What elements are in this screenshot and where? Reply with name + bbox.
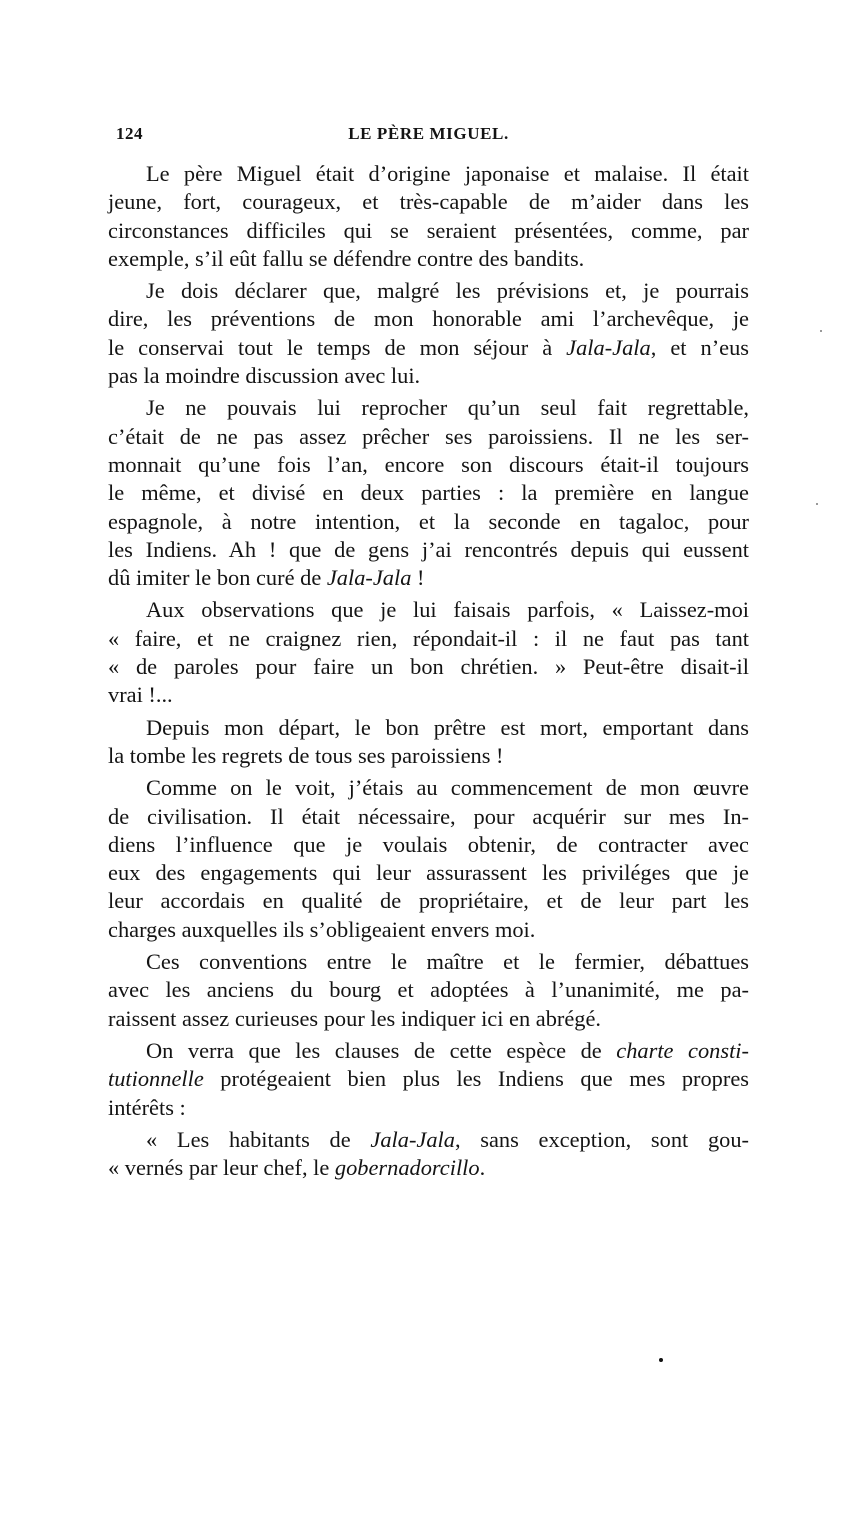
text-line: intérêts :: [108, 1094, 186, 1120]
text-line: charges auxquelles ils s’obligeaient envers moi.: [108, 916, 536, 942]
text-line: « Les habitants de Jala-Jala, sans exception, sont gou-: [146, 1126, 749, 1152]
text-line: le conservai tout le temps de mon séjour à Jala-Jala, et n’eus: [108, 334, 750, 360]
paragraph: [108, 1126, 749, 1183]
text-line: tutionnelle protégeaient bien plus les Indiens que mes propres: [108, 1066, 749, 1092]
italic-text: Jala-Jala: [566, 334, 651, 360]
paragraph: [108, 948, 749, 1033]
text-line: c’était de ne pas assez prêcher ses paroissiens. Il ne les ser-: [108, 423, 749, 449]
text-line: monnait qu’une fois l’an, encore son discours était-il toujours: [108, 451, 749, 477]
paragraph: [108, 596, 749, 709]
text-line: espagnole, à notre intention, et la seconde en tagaloc, pour: [108, 508, 749, 534]
running-title: LE PÈRE MIGUEL.: [348, 124, 509, 143]
italic-text: tutionnelle: [108, 1066, 204, 1092]
page-number: 124: [116, 124, 143, 143]
paragraph: [108, 160, 749, 273]
italic-text: Jala-Jala: [370, 1126, 455, 1152]
text-line: Le père Miguel était d’origine japonaise et malaise. Il était: [146, 161, 749, 186]
paragraph: [108, 774, 749, 944]
text-line: avec les anciens du bourg et adoptées à l’unanimité, me pa-: [108, 977, 749, 1003]
text-line: Depuis mon départ, le bon prêtre est mort, emportant dans: [146, 714, 749, 740]
text-line: Je ne pouvais lui reprocher qu’un seul fait regrettable,: [146, 395, 749, 421]
text-line: diens l’influence que je voulais obtenir, de contracter avec: [108, 831, 749, 857]
text-line: les Indiens. Ah ! que de gens j’ai rencontrés depuis qui eussent: [108, 536, 749, 562]
margin-mark: [816, 503, 818, 505]
margin-mark: [820, 330, 822, 332]
running-head: [108, 124, 749, 150]
text-line: dire, les préventions de mon honorable ami l’archevêque, je: [108, 306, 749, 332]
text-line: On verra que les clauses de cette espèce de charte consti-: [146, 1037, 749, 1063]
text-line: de civilisation. Il était nécessaire, pour acquérir sur mes In-: [108, 803, 749, 829]
book-page: [108, 124, 749, 1186]
text-line: exemple, s’il eût fallu se défendre contre des bandits.: [108, 245, 585, 271]
text-line: dû imiter le bon curé de Jala-Jala !: [108, 565, 425, 591]
text-line: le même, et divisé en deux parties : la première en langue: [108, 480, 749, 506]
text-line: « de paroles pour faire un bon chrétien. » Peut-être disait-il: [108, 654, 749, 680]
italic-text: charte consti-: [616, 1037, 749, 1063]
text-line: la tombe les regrets de tous ses paroissiens !: [108, 742, 504, 768]
text-line: eux des engagements qui leur assurassent les priviléges que je: [108, 860, 749, 886]
text-line: « vernés par leur chef, le gobernadorcillo.: [108, 1155, 486, 1181]
text-line: Aux observations que je lui faisais parfois, « Laissez-moi: [146, 597, 749, 623]
text-line: Ces conventions entre le maître et le fermier, débattues: [146, 949, 749, 975]
text-line: « faire, et ne craignez rien, répondait-il : il ne faut pas tant: [108, 625, 749, 651]
text-line: jeune, fort, courageux, et très-capable de m’aider dans les: [108, 189, 749, 215]
paragraph: [108, 394, 749, 592]
ink-speck: [659, 1358, 663, 1362]
text-line: Je dois déclarer que, malgré les prévisions et, je pourrais: [146, 278, 749, 304]
text-line: pas la moindre discussion avec lui.: [108, 363, 421, 389]
text-line: Comme on le voit, j’étais au commencement de mon œuvre: [146, 775, 749, 801]
italic-text: gobernadorcillo: [334, 1155, 480, 1181]
text-line: circonstances difficiles qui se seraient présentées, comme, par: [108, 217, 749, 243]
text-line: vrai !...: [108, 682, 173, 708]
body-text: [108, 160, 749, 1182]
paragraph: [108, 714, 749, 771]
text-line: raissent assez curieuses pour les indiquer ici en abrégé.: [108, 1005, 602, 1031]
text-line: leur accordais en qualité de propriétaire, et de leur part les: [108, 888, 749, 914]
paragraph: [108, 1037, 749, 1122]
italic-text: Jala-Jala: [326, 565, 412, 591]
paragraph: [108, 277, 749, 390]
